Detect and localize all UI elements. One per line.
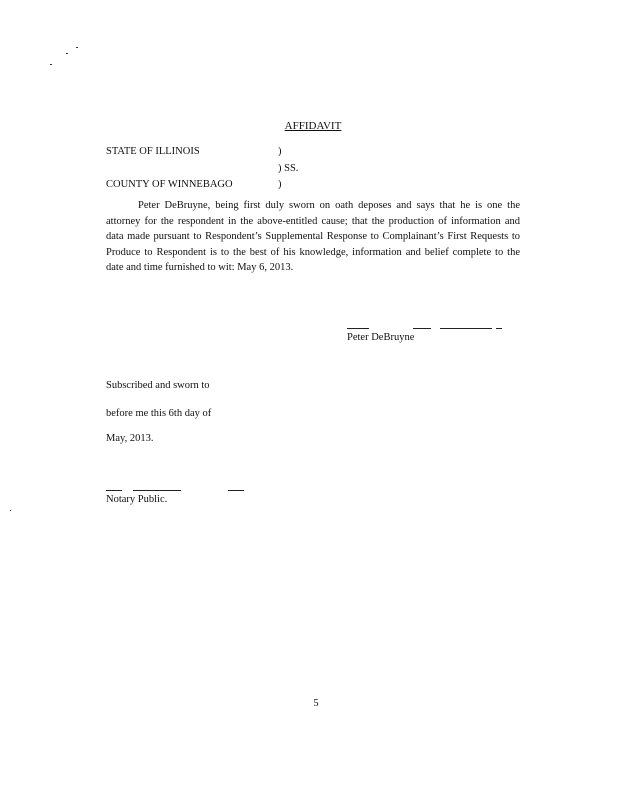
scan-speck: [50, 64, 52, 65]
signature-name: Peter DeBruyne: [347, 332, 415, 343]
notary-line-segment: [106, 490, 122, 491]
signature-line-segment: [496, 328, 502, 329]
scan-speck: [76, 47, 78, 48]
venue-paren: ): [278, 146, 282, 157]
notary-line-segment: [133, 490, 181, 491]
notary-line-segment: [228, 490, 244, 491]
scan-speck: [10, 510, 11, 511]
venue-state-label: STATE OF ILLINOIS: [106, 146, 200, 157]
jurat-line: before me this 6th day of: [106, 408, 212, 419]
venue-ss: ) SS.: [278, 163, 299, 174]
jurat-line: May, 2013.: [106, 433, 154, 444]
document-title: AFFIDAVIT: [284, 120, 342, 132]
affidavit-body: Peter DeBruyne, being first duly sworn on oath deposes and says that he is one the attorney for the respondent in the above-entitled cause; that the production of information and data made pursuant to Respondent’s Supplemental Response to Complainant’s First Requests to Produce to Respondent is to the best of his knowledge, information and belief complete to the date and time furnished to wit: May 6, 2013.: [106, 200, 520, 273]
venue-county-label: COUNTY OF WINNEBAGO: [106, 179, 233, 190]
venue-paren: ): [278, 179, 282, 190]
signature-line-segment: [347, 328, 369, 329]
jurat-line: Subscribed and sworn to: [106, 380, 210, 391]
notary-label: Notary Public.: [106, 494, 168, 505]
page-number: 5: [313, 698, 319, 709]
signature-line-segment: [413, 328, 431, 329]
scan-speck: [66, 53, 68, 54]
signature-line-segment: [440, 328, 492, 329]
